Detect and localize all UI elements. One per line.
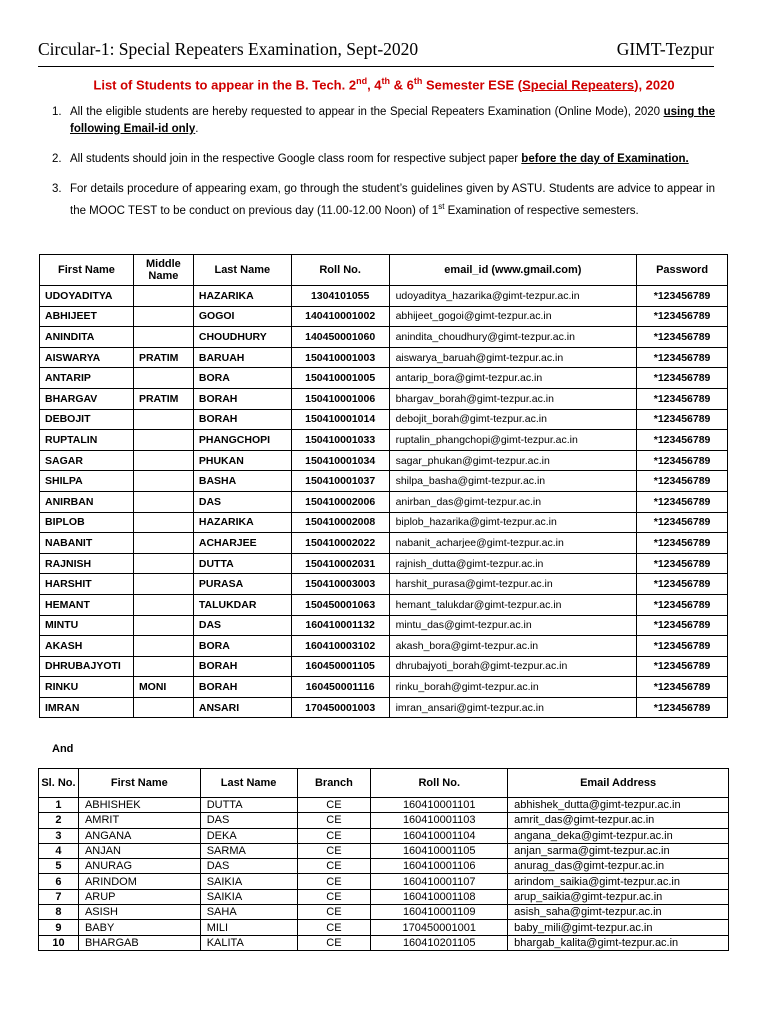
- middle-name-cell: [133, 306, 193, 327]
- first-name-cell: RINKU: [40, 677, 134, 698]
- roll-no-cell: 160410001132: [291, 615, 389, 636]
- title-text-2: , 4: [367, 77, 382, 93]
- middle-name-cell: MONI: [133, 677, 193, 698]
- table-row: [40, 306, 728, 327]
- table-row: [40, 677, 728, 698]
- middle-name-cell: [133, 512, 193, 533]
- password-cell: *123456789: [637, 594, 728, 615]
- password-cell: *123456789: [637, 327, 728, 348]
- title-sup-1: nd: [356, 76, 368, 86]
- password-cell: *123456789: [637, 388, 728, 409]
- item-text: For details procedure of appearing exam, go through the student’s guidelines given by ASTU. Students are advice to appear in the MOOC TEST to be conduct on previous day (11.00-12.00 Noon) of 1: [70, 183, 715, 217]
- email-address-cell: baby_mili@gimt-tezpur.ac.in: [508, 920, 729, 935]
- header-sl-no: Sl. No.: [39, 769, 79, 798]
- first-name-cell: DHRUBAJYOTI: [40, 656, 134, 677]
- sl-no-cell: 4: [39, 843, 79, 858]
- email-cell: nabanit_acharjee@gimt-tezpur.ac.in: [389, 533, 637, 554]
- branch-cell: CE: [297, 889, 371, 904]
- first-name-cell: DEBOJIT: [40, 409, 134, 430]
- first-name-cell: ANIRBAN: [40, 491, 134, 512]
- last-name-cell: DUTTA: [193, 553, 291, 574]
- table-row: [39, 935, 729, 950]
- item-number: 1.: [52, 106, 62, 118]
- ce-students-table-body: [39, 798, 729, 951]
- table-row: [40, 656, 728, 677]
- roll-no-cell: 150410001037: [291, 471, 389, 492]
- middle-name-cell: [133, 409, 193, 430]
- middle-name-cell: [133, 553, 193, 574]
- branch-cell: CE: [297, 843, 371, 858]
- password-cell: *123456789: [637, 347, 728, 368]
- email-cell: anindita_choudhury@gimt-tezpur.ac.in: [389, 327, 637, 348]
- email-cell: shilpa_basha@gimt-tezpur.ac.in: [389, 471, 637, 492]
- roll-no-cell: 1304101055: [291, 286, 389, 307]
- middle-name-cell: [133, 574, 193, 595]
- header-first-name: First Name: [78, 769, 200, 798]
- first-name-cell: ABHIJEET: [40, 306, 134, 327]
- table-row: [40, 533, 728, 554]
- password-cell: *123456789: [637, 450, 728, 471]
- first-name-cell: ABHISHEK: [78, 798, 200, 813]
- last-name-cell: CHOUDHURY: [193, 327, 291, 348]
- first-name-cell: SHILPA: [40, 471, 134, 492]
- first-name-cell: ANJAN: [78, 843, 200, 858]
- last-name-cell: BORAH: [193, 388, 291, 409]
- email-cell: mintu_das@gimt-tezpur.ac.in: [389, 615, 637, 636]
- first-name-cell: AISWARYA: [40, 347, 134, 368]
- email-cell: akash_bora@gimt-tezpur.ac.in: [389, 636, 637, 657]
- sl-no-cell: 1: [39, 798, 79, 813]
- roll-no-cell: 140410001002: [291, 306, 389, 327]
- table-row: [40, 430, 728, 451]
- table-row: [40, 615, 728, 636]
- sl-no-cell: 6: [39, 874, 79, 889]
- middle-name-cell: [133, 533, 193, 554]
- email-cell: debojit_borah@gimt-tezpur.ac.in: [389, 409, 637, 430]
- institute-name: GIMT-Tezpur: [616, 39, 714, 59]
- roll-no-cell: 160410003102: [291, 636, 389, 657]
- last-name-cell: PURASA: [193, 574, 291, 595]
- middle-name-cell: [133, 286, 193, 307]
- table-row: [40, 491, 728, 512]
- header-last-name: Last Name: [193, 255, 291, 286]
- students-table-body: [40, 286, 728, 718]
- first-name-cell: ARUP: [78, 889, 200, 904]
- title-underlined: Special Repeaters: [522, 77, 635, 93]
- roll-no-cell: 160410001103: [371, 813, 508, 828]
- email-cell: sagar_phukan@gimt-tezpur.ac.in: [389, 450, 637, 471]
- email-address-cell: arup_saikia@gimt-tezpur.ac.in: [508, 889, 729, 904]
- title-sup-2: th: [381, 76, 391, 86]
- header-last-name: Last Name: [200, 769, 297, 798]
- first-name-cell: BHARGAB: [78, 935, 200, 950]
- page-header: [38, 36, 714, 67]
- instruction-item: [52, 104, 715, 138]
- password-cell: *123456789: [637, 471, 728, 492]
- password-cell: *123456789: [637, 368, 728, 389]
- header-branch: Branch: [297, 769, 371, 798]
- first-name-cell: ASISH: [78, 905, 200, 920]
- and-label: And: [52, 743, 74, 755]
- last-name-cell: DUTTA: [200, 798, 297, 813]
- password-cell: *123456789: [637, 306, 728, 327]
- email-cell: ruptalin_phangchopi@gimt-tezpur.ac.in: [389, 430, 637, 451]
- item-emphasis: before the day of Examination.: [521, 153, 689, 165]
- table-row: [39, 813, 729, 828]
- password-cell: *123456789: [637, 430, 728, 451]
- roll-no-cell: 160410001108: [371, 889, 508, 904]
- email-cell: harshit_purasa@gimt-tezpur.ac.in: [389, 574, 637, 595]
- middle-name-cell: [133, 471, 193, 492]
- email-cell: antarip_bora@gimt-tezpur.ac.in: [389, 368, 637, 389]
- email-address-cell: anurag_das@gimt-tezpur.ac.in: [508, 859, 729, 874]
- item-sup: st: [438, 202, 445, 211]
- roll-no-cell: 140450001060: [291, 327, 389, 348]
- header-email-address: Email Address: [508, 769, 729, 798]
- roll-no-cell: 160410001104: [371, 828, 508, 843]
- last-name-cell: MILI: [200, 920, 297, 935]
- password-cell: *123456789: [637, 697, 728, 718]
- table-row: [40, 553, 728, 574]
- title-text-5: ), 2020: [634, 77, 675, 93]
- table-row: [40, 327, 728, 348]
- roll-no-cell: 150450001063: [291, 594, 389, 615]
- last-name-cell: BORAH: [193, 677, 291, 698]
- last-name-cell: TALUKDAR: [193, 594, 291, 615]
- email-cell: hemant_talukdar@gimt-tezpur.ac.in: [389, 594, 637, 615]
- header-password: Password: [637, 255, 728, 286]
- item-number: 3.: [52, 183, 62, 195]
- email-cell: udoyaditya_hazarika@gimt-tezpur.ac.in: [389, 286, 637, 307]
- last-name-cell: DAS: [193, 491, 291, 512]
- table-row: [40, 697, 728, 718]
- first-name-cell: BABY: [78, 920, 200, 935]
- first-name-cell: AKASH: [40, 636, 134, 657]
- table-row: [40, 636, 728, 657]
- roll-no-cell: 150410001014: [291, 409, 389, 430]
- first-name-cell: RUPTALIN: [40, 430, 134, 451]
- roll-no-cell: 160450001116: [291, 677, 389, 698]
- last-name-cell: BARUAH: [193, 347, 291, 368]
- email-address-cell: anjan_sarma@gimt-tezpur.ac.in: [508, 843, 729, 858]
- table-header-row: [40, 255, 728, 286]
- first-name-cell: BHARGAV: [40, 388, 134, 409]
- title-text-4: Semester ESE (: [422, 77, 523, 93]
- roll-no-cell: 160410001106: [371, 859, 508, 874]
- title-text-1: List of Students to appear in the B. Tech. 2: [93, 77, 357, 93]
- email-cell: abhijeet_gogoi@gimt-tezpur.ac.in: [389, 306, 637, 327]
- last-name-cell: GOGOI: [193, 306, 291, 327]
- table-row: [39, 828, 729, 843]
- title-text-3: & 6: [390, 77, 414, 93]
- email-address-cell: amrit_das@gimt-tezpur.ac.in: [508, 813, 729, 828]
- last-name-cell: HAZARIKA: [193, 286, 291, 307]
- middle-name-cell: PRATIM: [133, 388, 193, 409]
- table-row: [39, 859, 729, 874]
- middle-name-cell: PRATIM: [133, 347, 193, 368]
- students-table: [39, 254, 728, 718]
- table-row: [39, 874, 729, 889]
- last-name-cell: BASHA: [193, 471, 291, 492]
- roll-no-cell: 150410002031: [291, 553, 389, 574]
- item-text: All the eligible students are hereby requested to appear in the Special Repeaters Examination (Online Mode), 2020: [70, 106, 664, 118]
- item-number: 2.: [52, 153, 62, 165]
- table-row: [40, 574, 728, 595]
- table-row: [40, 450, 728, 471]
- middle-name-cell: [133, 636, 193, 657]
- middle-name-cell: [133, 327, 193, 348]
- roll-no-cell: 150410001034: [291, 450, 389, 471]
- middle-name-cell: [133, 656, 193, 677]
- roll-no-cell: 150410001006: [291, 388, 389, 409]
- header-roll-no: Roll No.: [371, 769, 508, 798]
- item-tail: Examination of respective semesters.: [444, 204, 639, 217]
- sl-no-cell: 8: [39, 905, 79, 920]
- last-name-cell: BORAH: [193, 409, 291, 430]
- branch-cell: CE: [297, 859, 371, 874]
- first-name-cell: ARINDOM: [78, 874, 200, 889]
- roll-no-cell: 170450001001: [371, 920, 508, 935]
- first-name-cell: ANINDITA: [40, 327, 134, 348]
- last-name-cell: SAIKIA: [200, 889, 297, 904]
- roll-no-cell: 150410001003: [291, 347, 389, 368]
- last-name-cell: SARMA: [200, 843, 297, 858]
- header-middle-name: Middle Name: [133, 255, 193, 286]
- last-name-cell: PHUKAN: [193, 450, 291, 471]
- table-row: [40, 471, 728, 492]
- roll-no-cell: 150410001005: [291, 368, 389, 389]
- first-name-cell: BIPLOB: [40, 512, 134, 533]
- email-cell: dhrubajyoti_borah@gimt-tezpur.ac.in: [389, 656, 637, 677]
- middle-name-cell: [133, 430, 193, 451]
- sl-no-cell: 3: [39, 828, 79, 843]
- branch-cell: CE: [297, 935, 371, 950]
- first-name-cell: ANGANA: [78, 828, 200, 843]
- last-name-cell: BORA: [193, 368, 291, 389]
- first-name-cell: HARSHIT: [40, 574, 134, 595]
- branch-cell: CE: [297, 874, 371, 889]
- last-name-cell: DAS: [200, 813, 297, 828]
- table-row: [39, 905, 729, 920]
- password-cell: *123456789: [637, 512, 728, 533]
- first-name-cell: IMRAN: [40, 697, 134, 718]
- middle-name-cell: [133, 594, 193, 615]
- email-cell: rajnish_dutta@gimt-tezpur.ac.in: [389, 553, 637, 574]
- table-row: [39, 920, 729, 935]
- last-name-cell: BORA: [193, 636, 291, 657]
- middle-name-cell: [133, 368, 193, 389]
- item-text: All students should join in the respective Google class room for respective subject paper: [70, 153, 522, 165]
- roll-no-cell: 150410002022: [291, 533, 389, 554]
- table-row: [39, 798, 729, 813]
- last-name-cell: DAS: [193, 615, 291, 636]
- sl-no-cell: 2: [39, 813, 79, 828]
- email-cell: biplob_hazarika@gimt-tezpur.ac.in: [389, 512, 637, 533]
- roll-no-cell: 160410201105: [371, 935, 508, 950]
- email-cell: aiswarya_baruah@gimt-tezpur.ac.in: [389, 347, 637, 368]
- first-name-cell: SAGAR: [40, 450, 134, 471]
- email-address-cell: angana_deka@gimt-tezpur.ac.in: [508, 828, 729, 843]
- roll-no-cell: 150410001033: [291, 430, 389, 451]
- instruction-item: [52, 181, 715, 220]
- first-name-cell: ANURAG: [78, 859, 200, 874]
- first-name-cell: RAJNISH: [40, 553, 134, 574]
- last-name-cell: DEKA: [200, 828, 297, 843]
- last-name-cell: SAIKIA: [200, 874, 297, 889]
- roll-no-cell: 160410001109: [371, 905, 508, 920]
- list-title: [0, 76, 768, 92]
- email-address-cell: asish_saha@gimt-tezpur.ac.in: [508, 905, 729, 920]
- email-address-cell: arindom_saikia@gimt-tezpur.ac.in: [508, 874, 729, 889]
- email-cell: imran_ansari@gimt-tezpur.ac.in: [389, 697, 637, 718]
- roll-no-cell: 160410001107: [371, 874, 508, 889]
- first-name-cell: AMRIT: [78, 813, 200, 828]
- table-row: [39, 843, 729, 858]
- password-cell: *123456789: [637, 533, 728, 554]
- password-cell: *123456789: [637, 574, 728, 595]
- header-first-name: First Name: [40, 255, 134, 286]
- table-row: [40, 388, 728, 409]
- middle-name-cell: [133, 615, 193, 636]
- first-name-cell: ANTARIP: [40, 368, 134, 389]
- middle-name-cell: [133, 450, 193, 471]
- last-name-cell: DAS: [200, 859, 297, 874]
- password-cell: *123456789: [637, 491, 728, 512]
- header-roll-no: Roll No.: [291, 255, 389, 286]
- table-row: [40, 594, 728, 615]
- middle-name-cell: [133, 697, 193, 718]
- email-address-cell: abhishek_dutta@gimt-tezpur.ac.in: [508, 798, 729, 813]
- last-name-cell: BORAH: [193, 656, 291, 677]
- table-row: [39, 889, 729, 904]
- first-name-cell: NABANIT: [40, 533, 134, 554]
- last-name-cell: ACHARJEE: [193, 533, 291, 554]
- instructions-list: [52, 104, 715, 233]
- last-name-cell: PHANGCHOPI: [193, 430, 291, 451]
- first-name-cell: UDOYADITYA: [40, 286, 134, 307]
- password-cell: *123456789: [637, 286, 728, 307]
- circular-title: Circular-1: Special Repeaters Examination, Sept-2020: [38, 39, 419, 59]
- title-sup-3: th: [413, 76, 423, 86]
- last-name-cell: KALITA: [200, 935, 297, 950]
- last-name-cell: HAZARIKA: [193, 512, 291, 533]
- email-cell: rinku_borah@gimt-tezpur.ac.in: [389, 677, 637, 698]
- roll-no-cell: 160410001101: [371, 798, 508, 813]
- last-name-cell: ANSARI: [193, 697, 291, 718]
- password-cell: *123456789: [637, 615, 728, 636]
- sl-no-cell: 5: [39, 859, 79, 874]
- roll-no-cell: 150410002008: [291, 512, 389, 533]
- email-address-cell: bhargab_kalita@gimt-tezpur.ac.in: [508, 935, 729, 950]
- table-row: [40, 286, 728, 307]
- roll-no-cell: 160450001105: [291, 656, 389, 677]
- item-tail: .: [195, 123, 199, 135]
- branch-cell: CE: [297, 920, 371, 935]
- password-cell: *123456789: [637, 636, 728, 657]
- table-row: [40, 347, 728, 368]
- branch-cell: CE: [297, 905, 371, 920]
- ce-students-table: [38, 768, 729, 951]
- roll-no-cell: 170450001003: [291, 697, 389, 718]
- sl-no-cell: 10: [39, 935, 79, 950]
- branch-cell: CE: [297, 828, 371, 843]
- password-cell: *123456789: [637, 409, 728, 430]
- password-cell: *123456789: [637, 656, 728, 677]
- email-cell: bhargav_borah@gimt-tezpur.ac.in: [389, 388, 637, 409]
- table-row: [40, 512, 728, 533]
- header-email: email_id (www.gmail.com): [389, 255, 637, 286]
- last-name-cell: SAHA: [200, 905, 297, 920]
- first-name-cell: MINTU: [40, 615, 134, 636]
- roll-no-cell: 160410001105: [371, 843, 508, 858]
- sl-no-cell: 9: [39, 920, 79, 935]
- email-cell: anirban_das@gimt-tezpur.ac.in: [389, 491, 637, 512]
- roll-no-cell: 150410003003: [291, 574, 389, 595]
- first-name-cell: HEMANT: [40, 594, 134, 615]
- item-emphasis: using the following Email-id only: [70, 106, 715, 135]
- branch-cell: CE: [297, 813, 371, 828]
- middle-name-cell: [133, 491, 193, 512]
- roll-no-cell: 150410002006: [291, 491, 389, 512]
- instruction-item: [52, 151, 715, 168]
- password-cell: *123456789: [637, 553, 728, 574]
- sl-no-cell: 7: [39, 889, 79, 904]
- table-row: [40, 368, 728, 389]
- table-header-row: [39, 769, 729, 798]
- branch-cell: CE: [297, 798, 371, 813]
- password-cell: *123456789: [637, 677, 728, 698]
- table-row: [40, 409, 728, 430]
